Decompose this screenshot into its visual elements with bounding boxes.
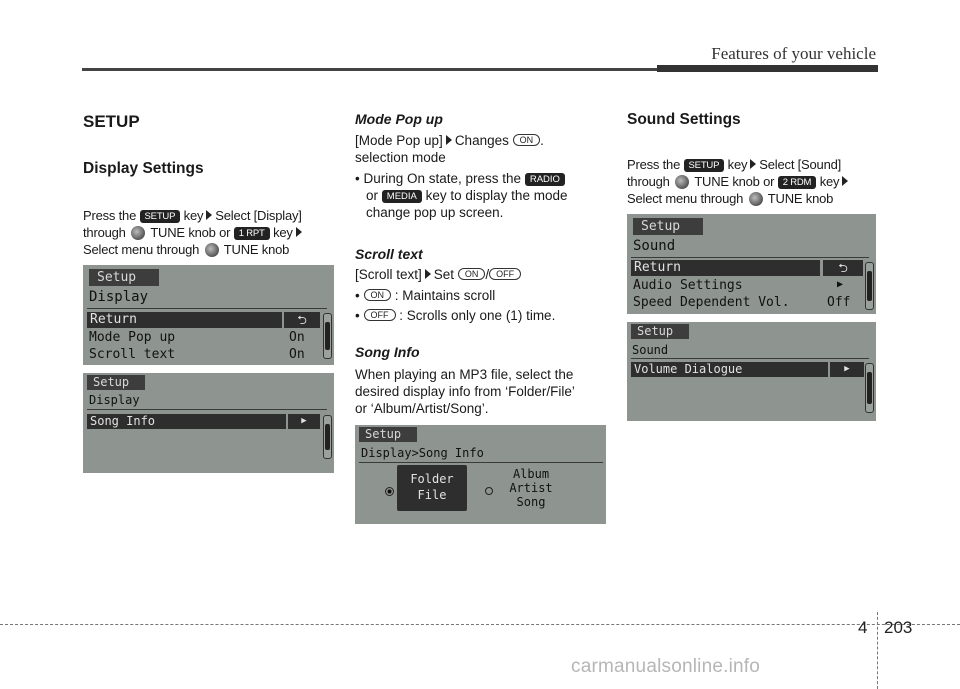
screen-tab: Setup: [359, 427, 417, 442]
page-number: 203: [884, 618, 913, 637]
menu-item-mode-popup[interactable]: Mode Pop up: [89, 330, 176, 345]
sound-settings-screen: [627, 214, 876, 314]
radio-selected-icon[interactable]: [385, 487, 394, 496]
footer-rule: [0, 624, 960, 625]
scroll-text-text: [Scroll text] Set ON / OFF • ON : Maintains scroll • OFF : Scrolls only one (1) time.: [355, 267, 556, 323]
scrollbar[interactable]: [865, 363, 874, 413]
song-info-text: When playing an MP3 file, select the desired display info from ‘Folder/File’ or ‘Album/Artist/Song’.: [355, 367, 575, 416]
arrow-right-icon: [446, 135, 452, 145]
setup-key-badge: SETUP: [684, 159, 725, 172]
on-pill: ON: [364, 289, 392, 301]
on-pill: ON: [513, 134, 541, 146]
arrow-right-icon: [296, 227, 302, 237]
header-rule-accent: [657, 65, 878, 72]
off-pill: OFF: [489, 268, 521, 280]
screen-title: Sound: [633, 238, 676, 254]
arrow-right-icon: [842, 176, 848, 186]
menu-item-speed-dependent-vol[interactable]: Speed Dependent Vol.: [633, 295, 790, 310]
screen-tab: Setup: [87, 375, 145, 390]
off-pill: OFF: [364, 309, 396, 321]
watermark: carmanualsonline.info: [571, 656, 761, 677]
radio-unselected-icon[interactable]: [485, 487, 493, 495]
arrow-right-icon: [750, 159, 756, 169]
screen-tab: Setup: [633, 218, 703, 235]
media-key-badge: MEDIA: [382, 190, 422, 203]
tune-knob-icon: [749, 192, 763, 206]
speed-dependent-vol-value: Off: [827, 295, 851, 310]
option-folder-file[interactable]: Folder File: [397, 465, 467, 511]
menu-item-return[interactable]: Return: [87, 312, 282, 328]
screen-title: Display: [89, 289, 149, 305]
scrollbar[interactable]: [323, 415, 332, 459]
display-settings-screen: [83, 265, 334, 365]
sound-instructions: Press the SETUP key Select [Sound] through TUNE knob or 2 RDM key Select menu through TUNE knob: [627, 156, 882, 207]
menu-item-song-info[interactable]: Song Info: [87, 414, 286, 429]
return-icon: ⮌: [823, 260, 863, 276]
option-album-artist-song[interactable]: Album Artist Song: [509, 467, 553, 509]
tune-knob-icon: [131, 226, 145, 240]
display-instructions: Press the SETUP key Select [Display] through TUNE knob or 1 RPT key Select menu through TUNE knob: [83, 208, 302, 257]
rdm-key-badge: 2 RDM: [778, 176, 817, 189]
radio-key-badge: RADIO: [525, 173, 565, 186]
display-settings-heading: Display Settings: [83, 160, 204, 177]
menu-item-scroll-text[interactable]: Scroll text: [89, 347, 176, 362]
arrow-right-icon: [425, 269, 431, 279]
screen-title: Sound: [632, 343, 669, 357]
song-info-heading: Song Info: [355, 344, 420, 360]
screen-title: Display>Song Info: [361, 446, 484, 460]
mode-popup-text: [Mode Pop up] Changes ON . selection mode • During On state, press the RADIO or MEDIA key to display the mode change pop up screen.: [355, 133, 568, 220]
scroll-text-heading: Scroll text: [355, 246, 423, 262]
menu-item-volume-dialogue[interactable]: Volume Dialogue: [631, 362, 828, 377]
chevron-right-icon: ▶: [288, 414, 320, 429]
chevron-right-icon: ▶: [837, 279, 844, 290]
menu-item-audio-settings[interactable]: Audio Settings: [633, 278, 743, 293]
section-title-setup: SETUP: [83, 112, 140, 131]
screen-tab: Setup: [631, 324, 689, 339]
header-title: Features of your vehicle: [711, 44, 876, 63]
sound-settings-heading: Sound Settings: [627, 111, 741, 128]
footer-separator: [877, 612, 878, 689]
scrollbar[interactable]: [323, 313, 332, 359]
return-icon: ⮌: [284, 312, 320, 328]
tune-knob-icon: [675, 175, 689, 189]
screen-title: Display: [89, 393, 140, 407]
setup-key-badge: SETUP: [140, 210, 181, 223]
screen-tab: Setup: [89, 269, 159, 286]
tune-knob-icon: [205, 243, 219, 257]
mode-popup-heading: Mode Pop up: [355, 111, 443, 127]
chevron-right-icon: ▶: [830, 362, 864, 377]
volume-dialogue-screen: [627, 322, 876, 421]
scrollbar[interactable]: [865, 262, 874, 310]
arrow-right-icon: [206, 210, 212, 220]
rpt-key-badge: 1 RPT: [234, 227, 270, 240]
song-info-options-screen: [355, 425, 606, 524]
mode-popup-value: On: [289, 330, 305, 345]
chapter-number: 4: [858, 618, 868, 637]
scroll-text-value: On: [289, 347, 305, 362]
menu-item-return[interactable]: Return: [631, 260, 820, 276]
song-info-screen: [83, 373, 334, 473]
on-pill: ON: [458, 268, 486, 280]
